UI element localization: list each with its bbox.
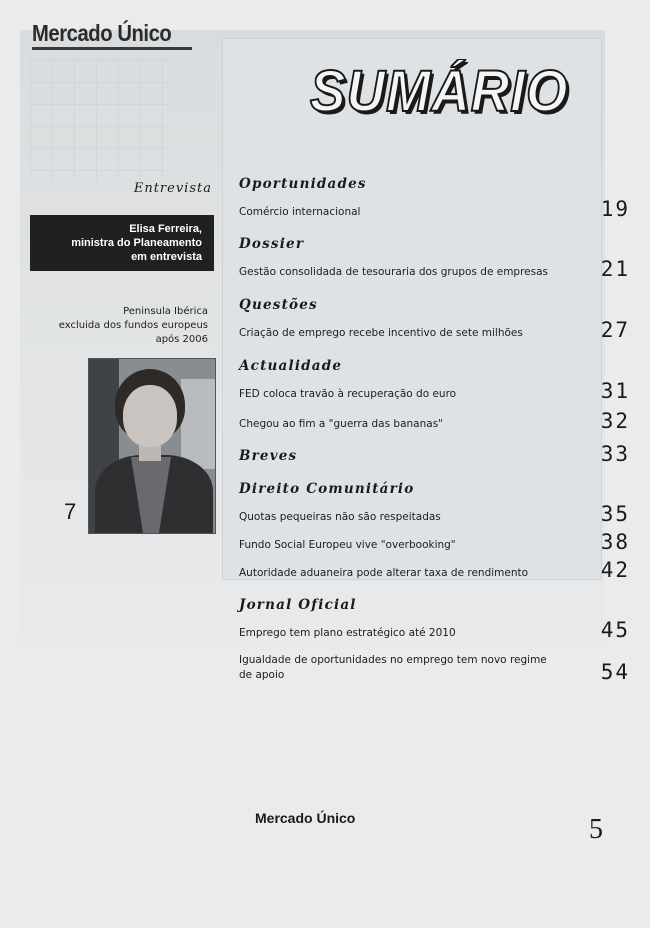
toc-entry[interactable]: Igualdade de oportunidades no emprego tem novo regime de apoio [239, 654, 547, 681]
interview-line: em entrevista [131, 251, 202, 263]
interview-photo [88, 358, 216, 534]
note-line: Peninsula Ibérica [123, 306, 208, 317]
toc-entry[interactable]: FED coloca travão à recuperação do euro [239, 388, 457, 400]
interview-line: ministra do Planeamento [71, 237, 202, 249]
interview-page-number[interactable]: 7 [64, 499, 77, 524]
note-line: após 2006 [155, 334, 208, 345]
section-title: Jornal Oficial [239, 597, 357, 613]
toc-page-number[interactable]: 42 [600, 558, 630, 582]
section-title: Dossier [239, 236, 305, 252]
note-line: excluida dos fundos europeus [58, 320, 208, 331]
footer-page-number: 5 [589, 814, 603, 845]
brand-logo: Mercado Único [32, 20, 172, 46]
toc-entry[interactable]: Fundo Social Europeu vive "overbooking" [239, 539, 456, 551]
sidebar-note[interactable] [28, 305, 208, 347]
toc-page-number[interactable]: 38 [600, 530, 630, 554]
section-title: Oportunidades [239, 176, 367, 192]
toc-page-number[interactable]: 31 [600, 379, 630, 403]
toc-entry[interactable]: Comércio internacional [239, 206, 361, 218]
toc-page-number[interactable]: 19 [600, 197, 630, 221]
section-title: Questões [239, 297, 318, 313]
toc-entry[interactable]: Emprego tem plano estratégico até 2010 [239, 627, 456, 639]
toc-entry[interactable]: Quotas pequeiras não são respeitadas [239, 511, 441, 523]
brand-underline [32, 47, 192, 50]
toc-entry[interactable]: Gestão consolidada de tesouraria dos grupos de empresas [239, 266, 549, 278]
toc-page-number[interactable]: 33 [600, 442, 630, 466]
toc-page-number[interactable]: 54 [600, 660, 630, 684]
interview-box[interactable] [30, 215, 214, 271]
sidebar-section-label: Entrevista [133, 181, 212, 196]
toc-page-number[interactable]: 27 [600, 318, 630, 342]
toc-entry[interactable]: Criação de emprego recebe incentivo de sete milhões [239, 327, 523, 339]
footer-brand: Mercado Único [255, 810, 356, 826]
toc-entry[interactable]: Autoridade aduaneira pode alterar taxa de rendimento [239, 567, 529, 579]
toc-page-number[interactable]: 32 [600, 409, 630, 433]
toc-page-number[interactable]: 21 [600, 257, 630, 281]
interview-line: Elisa Ferreira, [129, 223, 202, 235]
section-title[interactable]: Breves [239, 448, 298, 464]
toc-page-number[interactable]: 45 [600, 618, 630, 642]
photo-face [123, 385, 177, 447]
section-title: Actualidade [239, 358, 343, 374]
background-grid [30, 60, 170, 180]
toc-entry[interactable]: Chegou ao fim a "guerra das bananas" [239, 418, 443, 430]
page-title: SUMÁRIO [310, 59, 569, 124]
photo-background-shelf [181, 379, 215, 469]
toc-page-number[interactable]: 35 [600, 502, 630, 526]
section-title: Direito Comunitário [239, 481, 415, 497]
